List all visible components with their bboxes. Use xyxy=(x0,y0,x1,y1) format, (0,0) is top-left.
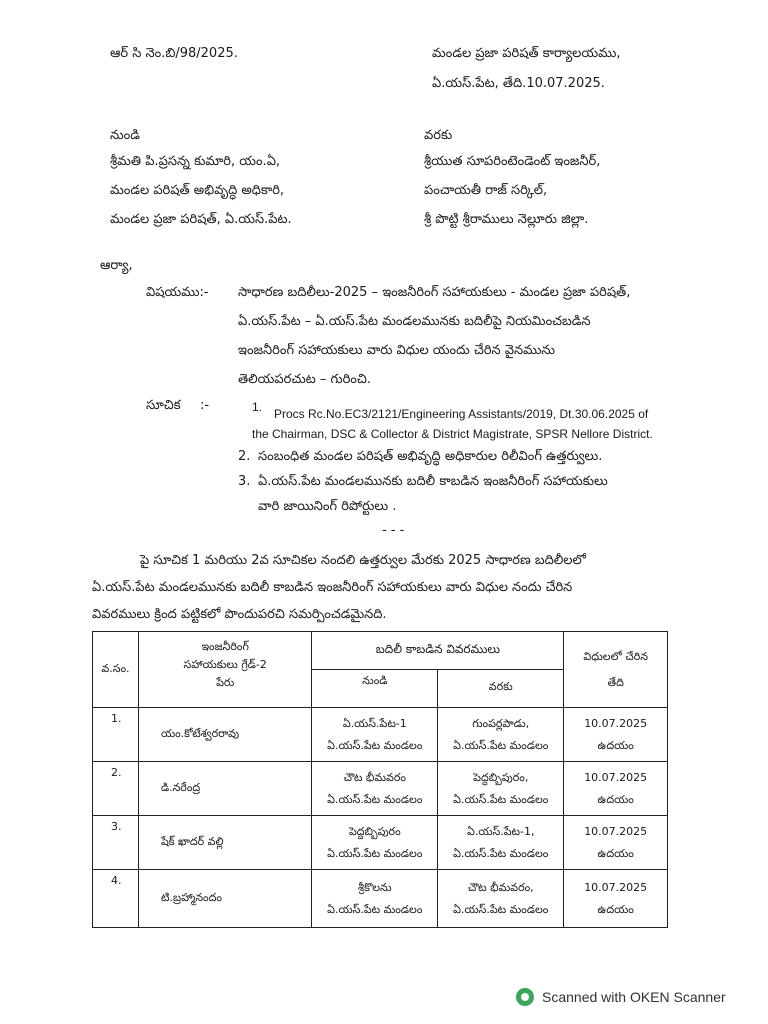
reference-3-number: 3. xyxy=(238,474,251,489)
table-row xyxy=(93,816,668,870)
header-joining-date: విధులలో చేరిన తేది xyxy=(564,632,668,708)
table-row xyxy=(93,708,668,762)
to-label: వరకు xyxy=(424,128,453,143)
from-label: నుండి xyxy=(110,128,140,143)
row-sno: 1. xyxy=(93,708,139,762)
body-line-1: పై సూచిక 1 మరియు 2వ సూచికల నందలి ఉత్తర్వుల మేరకు 2025 సాధారణ బదిలీలలో xyxy=(140,553,586,568)
subject-line-4: తెలియపరచుట – గురించి. xyxy=(238,372,371,387)
body-line-3: వివరములు క్రింద పట్టికలో పొందుపరచి సమర్పించడమైనది. xyxy=(92,607,387,622)
reference-1-line-1: Procs Rc.No.EC3/2121/Engineering Assistants/2019, Dt.30.06.2025 of xyxy=(274,407,649,421)
reference-2-text: సంబంధిత మండల పరిషత్ అభివృద్ధి అధికారుల రిలీవింగ్ ఉత్తర్వులు. xyxy=(258,449,603,464)
row-to: చౌట భీమవరం, ఏ.యస్.పేట మండలం xyxy=(438,870,564,928)
scanner-watermark xyxy=(516,988,726,1006)
references-label: సూచిక xyxy=(146,398,181,413)
salutation: ఆర్యా, xyxy=(100,258,133,273)
row-sno: 2. xyxy=(93,762,139,816)
row-date: 10.07.2025 ఉదయం xyxy=(564,708,668,762)
scanner-logo-icon xyxy=(516,988,534,1006)
references-colon: :- xyxy=(200,398,210,413)
to-line-3: శ్రీ పొట్టి శ్రీరాములు నెల్లూరు జిల్లా. xyxy=(424,212,589,227)
separator: - - - xyxy=(382,523,405,538)
to-line-2: పంచాయతీ రాజ్ సర్కిల్, xyxy=(424,183,548,198)
from-line-1: శ్రీమతి పి.ప్రసన్న కుమారి, యం.ఏ, xyxy=(110,154,281,169)
table-row xyxy=(93,870,668,928)
subject-label: విషయము:- xyxy=(146,285,209,300)
row-to: గుంపర్లపాడు, ఏ.యస్.పేట మండలం xyxy=(438,708,564,762)
office-name: మండల ప్రజా పరిషత్ కార్యాలయము, xyxy=(432,46,621,61)
row-from: ఏ.యస్.పేట-1 ఏ.యస్.పేట మండలం xyxy=(312,708,438,762)
row-sno: 4. xyxy=(93,870,139,928)
subject-line-3: ఇంజనీరింగ్ సహాయకులు వారు విధుల యందు చేరిన వైనమును xyxy=(238,343,556,358)
row-date: 10.07.2025 ఉదయం xyxy=(564,762,668,816)
office-place-date: ఏ.యస్.పేట, తేది.10.07.2025. xyxy=(432,76,605,91)
transfer-table xyxy=(92,631,668,928)
row-sno: 3. xyxy=(93,816,139,870)
header-from: నుండి xyxy=(312,670,438,708)
reference-1-number: 1. xyxy=(252,400,263,414)
header-name: ఇంజనీరింగ్ సహాయకులు గ్రేడ్-2 పేరు xyxy=(138,632,312,708)
row-from: చౌట భీమవరం ఏ.యస్.పేట మండలం xyxy=(312,762,438,816)
header-to: వరకు xyxy=(438,670,564,708)
scanner-text: Scanned with OKEN Scanner xyxy=(542,989,726,1005)
subject-line-1: సాధారణ బదిలీలు-2025 – ఇంజనీరింగ్ సహాయకులు - మండల ప్రజా పరిషత్, xyxy=(238,285,631,300)
row-from: పెద్దబ్బిపురం ఏ.యస్.పేట మండలం xyxy=(312,816,438,870)
body-line-2: ఏ.యస్.పేట మండలమునకు బదిలీ కాబడిన ఇంజనీరింగ్ సహాయకులు వారు విధుల నందు చేరిన xyxy=(92,580,573,595)
row-name: డి.నరేంద్ర xyxy=(138,762,312,816)
row-name: షేక్ ఖాదర్ వల్లి xyxy=(138,816,312,870)
row-date: 10.07.2025 ఉదయం xyxy=(564,816,668,870)
row-to: పెద్దబ్బిపురం, ఏ.యస్.పేట మండలం xyxy=(438,762,564,816)
reference-3-line-2: వారి జాయినింగ్ రిపోర్టులు . xyxy=(258,499,397,514)
from-line-2: మండల పరిషత్ అభివృద్ధి అధికారి, xyxy=(110,183,285,198)
row-name: టి.బ్రహ్మానందం xyxy=(138,870,312,928)
row-name: యం.కోటేశ్వరరావు xyxy=(138,708,312,762)
row-date: 10.07.2025 ఉదయం xyxy=(564,870,668,928)
reference-3-line-1: ఏ.యస్.పేట మండలమునకు బదిలీ కాబడిన ఇంజనీరింగ్ సహాయకులు xyxy=(258,474,608,489)
subject-line-2: ఏ.యస్.పేట – ఏ.యస్.పేట మండలమునకు బదిలీపై నియమించబడిన xyxy=(238,314,591,329)
row-from: శ్రీకొలను ఏ.యస్.పేట మండలం xyxy=(312,870,438,928)
reference-number: ఆర్ సి నెం.బి/98/2025. xyxy=(110,46,238,61)
table-row xyxy=(93,762,668,816)
header-sno: వ.సం. xyxy=(93,632,139,708)
from-line-3: మండల ప్రజా పరిషత్, ఏ.యస్.పేట. xyxy=(110,212,292,227)
row-to: ఏ.యస్.పేట-1, ఏ.యస్.పేట మండలం xyxy=(438,816,564,870)
to-line-1: శ్రీయుత సూపరింటెండెంట్ ఇంజనీర్, xyxy=(424,154,601,169)
reference-1-line-2: the Chairman, DSC & Collector & District Magistrate, SPSR Nellore District. xyxy=(252,427,653,441)
header-transfer-details: బదిలీ కాబడిన వివరములు xyxy=(312,632,564,670)
reference-2-number: 2. xyxy=(238,449,251,464)
